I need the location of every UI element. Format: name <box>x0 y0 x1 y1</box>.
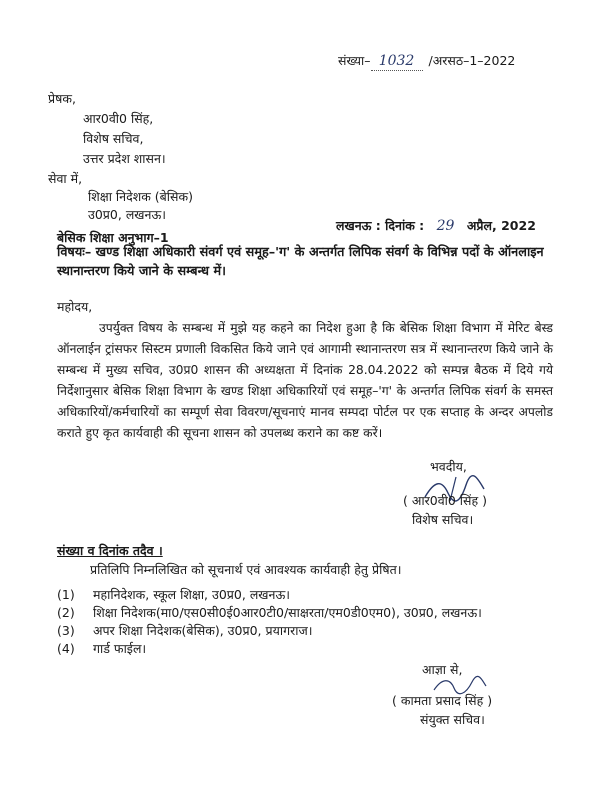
body-paragraph-text: उपर्युक्त विषय के सम्बन्ध में मुझे यह कहने का निदेश हुआ है कि बेसिक शिक्षा विभाग में मेरिट बेस्ड ऑनलाईन ट्रांसफर सिस्टम प्रणाली विकसित किये जाने एवं आगामी स्थानान्तरण सत्र में स्थानान्तरण किये जाने के सम्बन्ध में मुख्य सचिव, उ0प्र0 शासन की अध्यक्षता में दिनांक 28.04.2022 को सम्पन्न बैठक में दिये गये निर्देशानुसार बेसिक शिक्षा विभाग के खण्ड शिक्षा अधिकारियों एवं समूह–'ग' के अन्तर्गत लिपिक संवर्ग के समस्त अधिकारियों/कर्मचारियों का सम्पूर्ण सेवा विवरण/सूचनाएं मानव सम्पदा पोर्टल पर एक सप्ताह के अन्दर अपलोड कराते हुए कृत कार्यवाही की सूचना शासन को उपलब्ध कराने का कष्ट करें। <box>57 321 553 440</box>
list-item-text: महानिदेशक, स्कूल शिक्षा, उ0प्र0, लखनऊ। <box>93 587 291 602</box>
copy-intro: प्रतिलिपि निम्नलिखित को सूचनार्थ एवं आवश्यक कार्यवाही हेतु प्रेषित। <box>90 562 402 577</box>
reference-label: संख्या– <box>338 53 371 68</box>
list-item-text: शिक्षा निदेशक(मा0/एस0सी0ई0आर0टी0/साक्षरता/एम0डी0एम0), उ0प्र0, लखनऊ। <box>93 605 482 620</box>
date-suffix: अप्रैल, 2022 <box>466 218 536 233</box>
list-item <box>57 640 146 657</box>
sender-name: आर0वी0 सिंह, <box>83 111 154 126</box>
department-line: बेसिक शिक्षा अनुभाग–1 <box>57 230 169 245</box>
list-item-number: (2) <box>57 605 75 620</box>
joint-secretary-name: ( कामता प्रसाद सिंह ) <box>392 693 493 708</box>
list-item-number: (3) <box>57 623 75 638</box>
recipient-label: सेवा में, <box>48 171 83 186</box>
list-item-text: गार्ड फाईल। <box>93 641 147 656</box>
sender-designation: विशेष सचिव, <box>83 131 144 146</box>
reference-suffix: /अरसठ–1–2022 <box>428 53 516 68</box>
joint-secretary-designation: संयुक्त सचिव। <box>420 712 485 727</box>
sender-label: प्रेषक, <box>48 91 76 106</box>
date-handwritten-day: 29 <box>436 218 455 234</box>
recipient-name: शिक्षा निदेशक (बेसिक) <box>88 189 193 204</box>
sender-office: उत्तर प्रदेश शासन। <box>83 151 166 166</box>
closing-bhavdiya: भवदीय, <box>430 459 467 474</box>
closing-aagya-se: आज्ञा से, <box>422 662 463 677</box>
salutation: महोदय, <box>57 299 93 314</box>
list-item-text: अपर शिक्षा निदेशक(बेसिक), उ0प्र0, प्रयागराज। <box>93 623 313 638</box>
list-item <box>57 622 313 639</box>
reference-number <box>338 52 515 71</box>
subject: विषयः– खण्ड शिक्षा अधिकारी संवर्ग एवं समूह–'ग' के अन्तर्गत लिपिक संवर्ग के विभिन्न पदों के ऑनलाइन स्थानान्तरण किये जाने के सम्बन्ध में। <box>57 245 544 279</box>
date-line <box>336 217 536 235</box>
list-item-number: (1) <box>57 587 75 602</box>
recipient-place: उ0प्र0, लखनऊ। <box>88 207 167 222</box>
copy-heading: संख्या व दिनांक तदैव । <box>57 543 163 558</box>
signatory-name: ( आर0वी0 सिंह ) <box>403 493 487 508</box>
date-prefix: लखनऊ : दिनांक : <box>336 218 425 233</box>
list-item <box>57 586 290 603</box>
list-item-number: (4) <box>57 641 75 656</box>
signatory-designation: विशेष सचिव। <box>412 512 474 527</box>
reference-handwritten-number: 1032 <box>371 53 423 71</box>
body-paragraph <box>57 318 553 444</box>
list-item <box>57 604 482 621</box>
